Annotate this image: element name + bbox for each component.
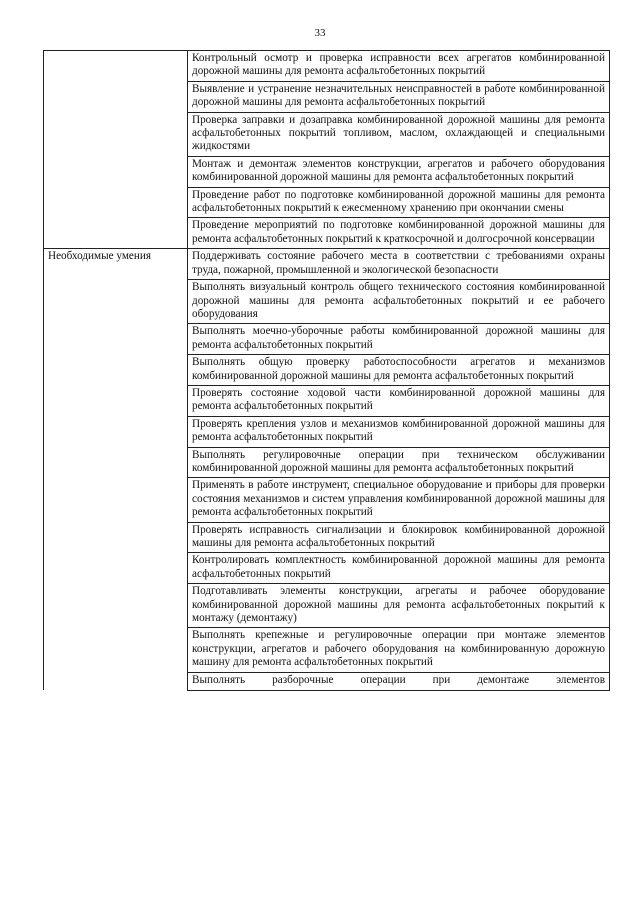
row-group-label <box>44 51 188 249</box>
list-item: Контролировать комплектность комбинированной дорожной машины для ремонта асфальтобетонных покрытий <box>188 553 610 584</box>
row-group-label: Необходимые умения <box>44 249 188 690</box>
page-number: 33 <box>314 27 326 39</box>
list-item: Поддерживать состояние рабочего места в соответствии с требованиями охраны труда, пожарной, промышленной и экологической безопасности <box>188 249 610 280</box>
list-item: Проверять исправность сигнализации и блокировок комбинированной дорожной машины для ремонта асфальтобетонных покрытий <box>188 522 610 553</box>
table-body <box>44 51 610 691</box>
list-item: Контрольный осмотр и проверка исправности всех агрегатов комбинированной дорожной машины для ремонта асфальтобетонных покрытий <box>188 51 610 82</box>
list-item: Выполнять разборочные операции при демонтаже элементов <box>188 672 610 690</box>
list-item: Выполнять моечно-уборочные работы комбинированной дорожной машины для ремонта асфальтобетонных покрытий <box>188 324 610 355</box>
list-item: Проверять состояние ходовой части комбинированной дорожной машины для ремонта асфальтобетонных покрытий <box>188 385 610 416</box>
list-item: Применять в работе инструмент, специальное оборудование и приборы для проверки состояния механизмов и систем управления комбинированной дорожной машины для ремонта асфальтобетонных покрытий <box>188 478 610 522</box>
table-row <box>44 51 610 82</box>
list-item: Выполнять общую проверку работоспособности агрегатов и механизмов комбинированной дорожной машины для ремонта асфальтобетонных покрытий <box>188 355 610 386</box>
list-item: Выполнять визуальный контроль общего технического состояния комбинированной дорожной машины для ремонта асфальтобетонных покрытий и ее рабочего оборудования <box>188 280 610 324</box>
list-item: Монтаж и демонтаж элементов конструкции, агрегатов и рабочего оборудования комбинированной дорожной машины для ремонта асфальтобетонных покрытий <box>188 156 610 187</box>
list-item: Проведение мероприятий по подготовке комбинированной дорожной машины для ремонта асфальтобетонных покрытий к краткосрочной и долгосрочной консервации <box>188 218 610 249</box>
table-row <box>44 249 610 280</box>
list-item: Проверять крепления узлов и механизмов комбинированной дорожной машины для ремонта асфальтобетонных покрытий <box>188 416 610 447</box>
list-item: Проведение работ по подготовке комбинированной дорожной машины для ремонта асфальтобетонных покрытий к ежесменному хранению при окончании смены <box>188 187 610 218</box>
list-item: Проверка заправки и дозаправка комбинированной дорожной машины для ремонта асфальтобетонных покрытий топливом, маслом, охлаждающей и специальными жидкостями <box>188 112 610 156</box>
list-item: Подготавливать элементы конструкции, агрегаты и рабочее оборудование комбинированной дорожной машины для ремонта асфальтобетонных покрытий к монтажу (демонтажу) <box>188 584 610 628</box>
labor-functions-table <box>43 50 610 691</box>
list-item: Выполнять регулировочные операции при техническом обслуживании комбинированной дорожной машины для ремонта асфальтобетонных покрытий <box>188 447 610 478</box>
list-item: Выполнять крепежные и регулировочные операции при монтаже элементов конструкции, агрегатов и рабочего оборудования на комбинированную дорожную машину для ремонта асфальтобетонных покрытий <box>188 628 610 672</box>
list-item: Выявление и устранение незначительных неисправностей в работе комбинированной дорожной машины для ремонта асфальтобетонных покрытий <box>188 81 610 112</box>
